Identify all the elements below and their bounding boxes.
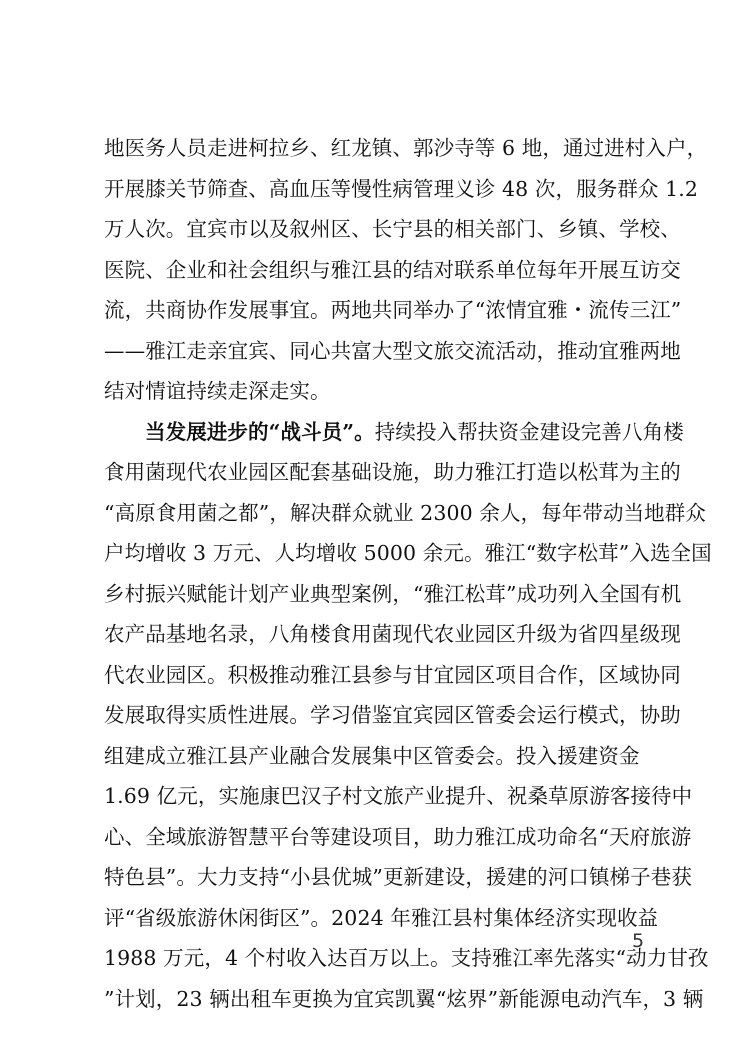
text-line: 发展取得实质性进展。学习借鉴宜宾园区管委会运行模式，协助 xyxy=(104,703,681,727)
text-line: 户均增收 3 万元、人均增收 5000 余元。雅江“数字松茸”入选全国 xyxy=(104,541,712,565)
text-line: 心、全域旅游智慧平台等建设项目，助力雅江成功命名“天府旅游 xyxy=(104,824,692,849)
text-line: 评“省级旅游休闲街区”。2024 年雅江县村集体经济实现收益 xyxy=(104,905,659,930)
text-line: 地医务人员走进柯拉乡、红龙镇、郭沙寺等 6 地，通过进村入户， xyxy=(104,136,708,160)
text-line: 特色县”。大力支持“小县优城”更新建设，援建的河口镇梯子巷获 xyxy=(104,865,692,889)
paragraph-first-line-text: 持续投入帮扶资金建设完善八角楼 xyxy=(374,419,684,444)
body-text xyxy=(104,128,712,1019)
text-line: “高原食用菌之都”，解决群众就业 2300 余人，每年带动当地群众 xyxy=(104,500,706,525)
paragraph-heading: 当发展进步的“战斗员”。 xyxy=(145,419,375,444)
text-line: ——雅江走亲宜宾、同心共富大型文旅交流活动，推动宜雅两地 xyxy=(104,338,681,363)
paragraph-first-line xyxy=(104,412,684,453)
page-number: 5 xyxy=(632,930,645,952)
text-line: 流，共商协作发展事宜。两地共同举办了“浓情宜雅・流传三江” xyxy=(104,298,682,322)
text-line: 1988 万元，4 个村收入达百万以上。支持雅江率先落实“动力甘孜 xyxy=(104,946,709,970)
text-line: 结对情谊持续走深走实。 xyxy=(104,379,331,403)
text-line: 开展膝关节筛查、高血压等慢性病管理义诊 48 次，服务群众 1.2 xyxy=(104,176,699,201)
text-line: 组建成立雅江县产业融合发展集中区管委会。投入援建资金 xyxy=(104,743,640,768)
text-line: 乡村振兴赋能计划产业典型案例，“雅江松茸”成功列入全国有机 xyxy=(104,581,682,606)
text-line: 1.69 亿元，实施康巴汉子村文旅产业提升、祝桑草原游客接待中 xyxy=(104,784,693,808)
text-line: 食用菌现代农业园区配套基础设施，助力雅江打造以松茸为主的 xyxy=(104,460,681,484)
text-line: 代农业园区。积极推动雅江县参与甘宜园区项目合作，区域协同 xyxy=(104,662,681,687)
text-line: 医院、企业和社会组织与雅江县的结对联系单位每年开展互访交 xyxy=(104,257,681,282)
text-line: ”计划，23 辆出租车更换为宜宾凯翼“炫界”新能源电动汽车，3 辆 xyxy=(104,986,704,1011)
text-line: 农产品基地名录，八角楼食用菌现代农业园区升级为省四星级现 xyxy=(104,622,681,646)
text-line: 万人次。宜宾市以及叙州区、长宁县的相关部门、乡镇、学校、 xyxy=(104,217,681,241)
